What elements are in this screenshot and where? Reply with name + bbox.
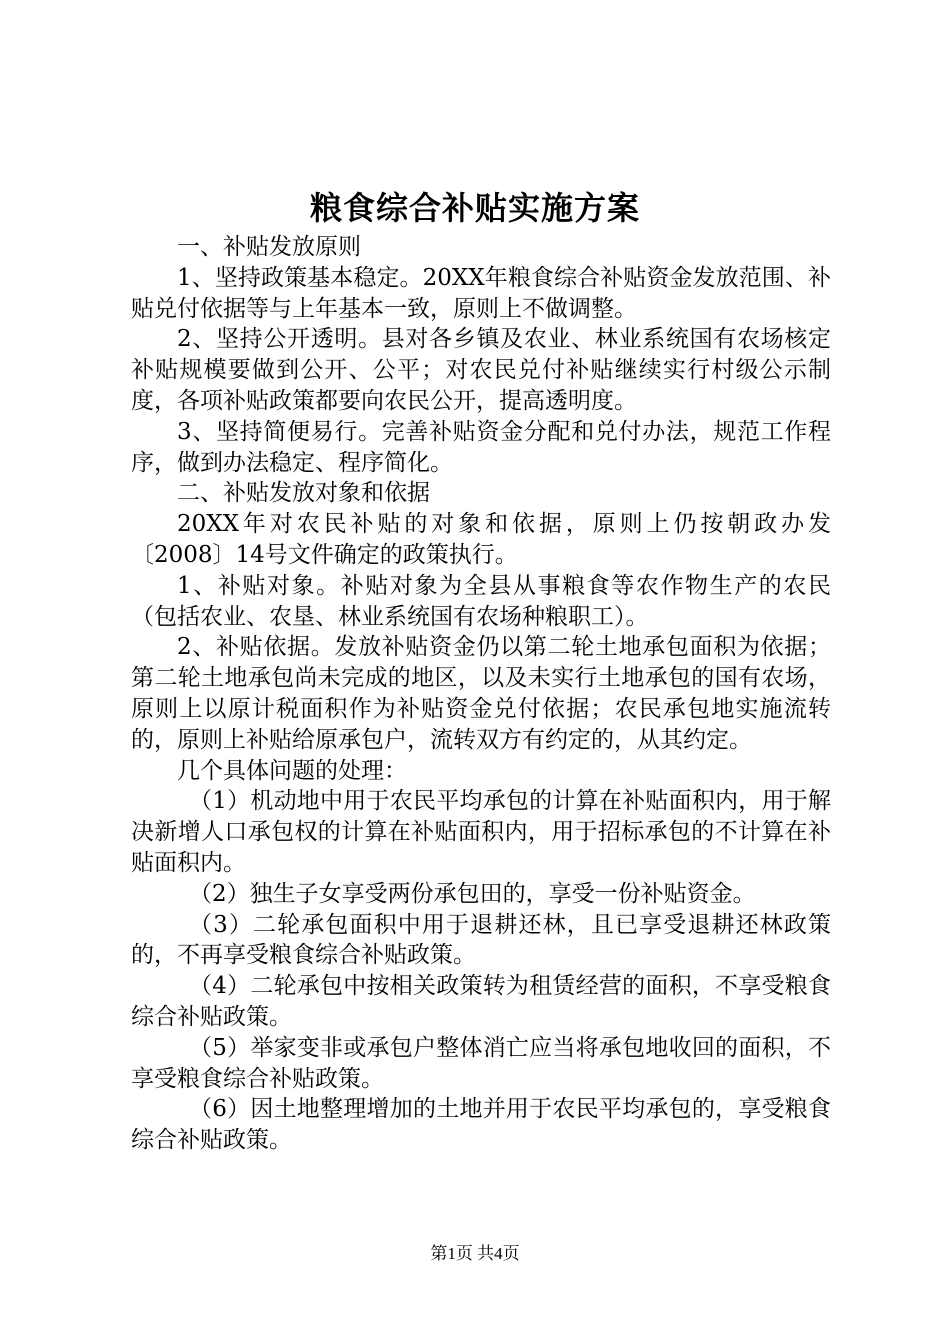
list-item: （3）二轮承包面积中用于退耕还林，且已享受退耕还林政策的，不再享受粮食综合补贴政策。 [131, 911, 831, 969]
list-item: （2）独生子女享受两份承包田的，享受一份补贴资金。 [189, 880, 756, 907]
paragraph: 1、坚持政策基本稳定。20XX年粮食综合补贴资金发放范围、补贴兑付依据等与上年基本一致，原则上不做调整。 [131, 264, 831, 322]
document-title: 粮食综合补贴实施方案 [309, 190, 640, 226]
subsection-heading: 几个具体问题的处理： [177, 757, 407, 784]
document-body [131, 232, 831, 1156]
paragraph: 2、补贴依据。发放补贴资金仍以第二轮土地承包面积为依据；第二轮土地承包尚未完成的地区，以及未实行土地承包的国有农场，原则上以原计税面积作为补贴资金兑付依据；农民承包地实施流转的，原则上补贴给原承包户，流转双方有约定的，从其约定。 [131, 634, 831, 753]
list-item: （1）机动地中用于农民平均承包的计算在补贴面积内，用于解决新增人口承包权的计算在补贴面积内，用于招标承包的不计算在补贴面积内。 [131, 788, 831, 876]
paragraph: 2、坚持公开透明。县对各乡镇及农业、林业系统国有农场核定补贴规模要做到公开、公平；对农民兑付补贴继续实行村级公示制度，各项补贴政策都要向农民公开，提高透明度。 [131, 326, 831, 414]
paragraph: 20XX年对农民补贴的对象和依据，原则上仍按朝政办发〔2008〕14号文件确定的政策执行。 [131, 511, 831, 568]
section-heading: 一、补贴发放原则 [177, 234, 361, 260]
list-item: （4）二轮承包中按相关政策转为租赁经营的面积，不享受粮食综合补贴政策。 [131, 973, 831, 1030]
paragraph: 3、坚持简便易行。完善补贴资金分配和兑付办法，规范工作程序，做到办法稳定、程序简化。 [131, 418, 831, 476]
section-heading: 二、补贴发放对象和依据 [177, 480, 430, 507]
paragraph: 1、补贴对象。补贴对象为全县从事粮食等农作物生产的农民（包括农业、农垦、林业系统国有农场种粮职工）。 [131, 572, 831, 630]
list-item: （5）举家变非或承包户整体消亡应当将承包地收回的面积，不享受粮食综合补贴政策。 [131, 1034, 831, 1092]
list-item: （6）因土地整理增加的土地并用于农民平均承包的，享受粮食综合补贴政策。 [131, 1096, 831, 1154]
page-footer: 第1页 共4页 [430, 1244, 520, 1263]
